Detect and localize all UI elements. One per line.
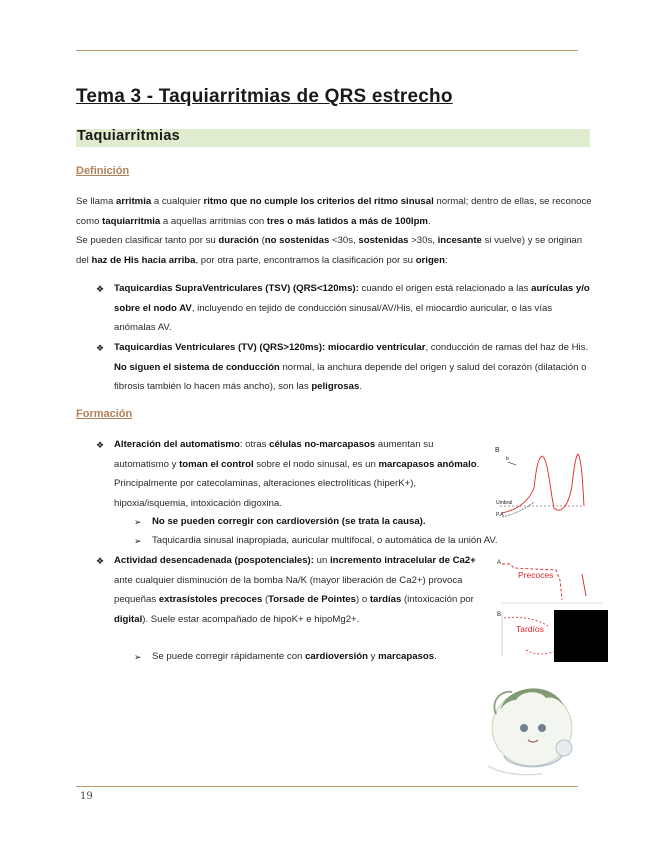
subbullet-cardioversion-no: No se pueden corregir con cardioversión (se trata la causa). (152, 516, 426, 527)
paragraph-definicion-1: Se llama arritmia a cualquier ritmo que no cumple los criterios del ritmo sinusal normal; dentro de ellas, se reconoce como taquiarritmia a aquellas arritmias con tres o más latidos a más de 100lpm. (76, 196, 592, 227)
section-title: Taquiarritmias (77, 128, 181, 144)
figure2-label-b: B (497, 612, 502, 618)
figure-label-precoces: Precoces (518, 570, 554, 580)
footer-rule (76, 786, 578, 787)
diamond-bullet-icon: ❖ (96, 556, 105, 566)
page-title: Tema 3 - Taquiarritmias de QRS estrecho (76, 86, 453, 107)
page-number: 19 (80, 791, 93, 802)
diamond-bullet-icon: ❖ (96, 343, 105, 353)
figure2-label-a: A (497, 560, 502, 566)
subheading-definicion: Definición (76, 165, 130, 177)
subbullet-tipos: Taquicardia sinusal inapropiada, auricular multifocal, o automática de la unión AV. (152, 535, 498, 546)
bullet-automatismo: Alteración del automatismo: otras células no-marcapasos aumentan su automatismo y toman el control sobre el nodo sinusal, es un marcapasos anómalo. Principalmente por catecolaminas, alteraciones electrolíticas (hiperK+), hipoxia/isquemia, intoxicación digoxina. (114, 439, 480, 509)
automatism-action-potential-figure (494, 440, 588, 524)
chibi-character-sticker-icon (482, 670, 582, 780)
figure-dark-panel (554, 610, 608, 662)
paragraph-definicion-2: Se pueden clasificar tanto por su duración (no sostenidas <30s, sostenidas >30s, incesante si vuelve) y se originan del haz de His hacia arriba, por otra parte, encontramos la clasificación por su origen: (76, 235, 583, 266)
figure-label-umbral: Umbral (496, 500, 513, 506)
subbullet-cardioversion-si: Se puede corregir rápidamente con cardioversión y marcapasos. (152, 651, 437, 662)
afterdepolarization-figure (496, 556, 608, 662)
subheading-formacion: Formación (76, 408, 133, 420)
bullet-tv: Taquicardias Ventriculares (TV) (QRS>120ms): miocardio ventricular, conducción de ramas del haz de His. No siguen el sistema de conducción normal, la anchura depende del origen y salud del corazón (dilatación o fibrosis también lo hacen más ancho), son las peligrosas. (114, 342, 589, 392)
figure-label-b: B (495, 447, 500, 454)
diamond-bullet-icon: ❖ (96, 284, 105, 294)
diamond-bullet-icon: ❖ (96, 440, 105, 450)
figure-label-tardios: Tardíos (516, 624, 544, 634)
figure-label-b-small: b (506, 456, 509, 462)
bullet-tsv: Taquicardias SupraVentriculares (TSV) (QRS<120ms): cuando el origen está relacionado a las aurículas y/o sobre el nodo AV, incluyendo en tejido de conducción sinusal/AV/His, el miocardio auricular, o las vías anómalas AV. (114, 283, 590, 333)
arrow-bullet-icon: ➢ (134, 517, 142, 527)
figure-label-pa: P.A (496, 512, 504, 518)
header-rule (76, 50, 578, 51)
arrow-bullet-icon: ➢ (134, 652, 142, 662)
arrow-bullet-icon: ➢ (134, 536, 142, 546)
bullet-actividad-desencadenada: Actividad desencadenada (pospotenciales): un incremento intracelular de Ca2+ ante cualquier disminución de la bomba Na/K (mayor liberación de Ca2+) provoca pequeñas extrasístoles precoces (Torsade de Pointes) o tardías (intoxicación por digital). Suele estar acompañado de hipoK+ e hipoMg2+. (114, 555, 476, 625)
